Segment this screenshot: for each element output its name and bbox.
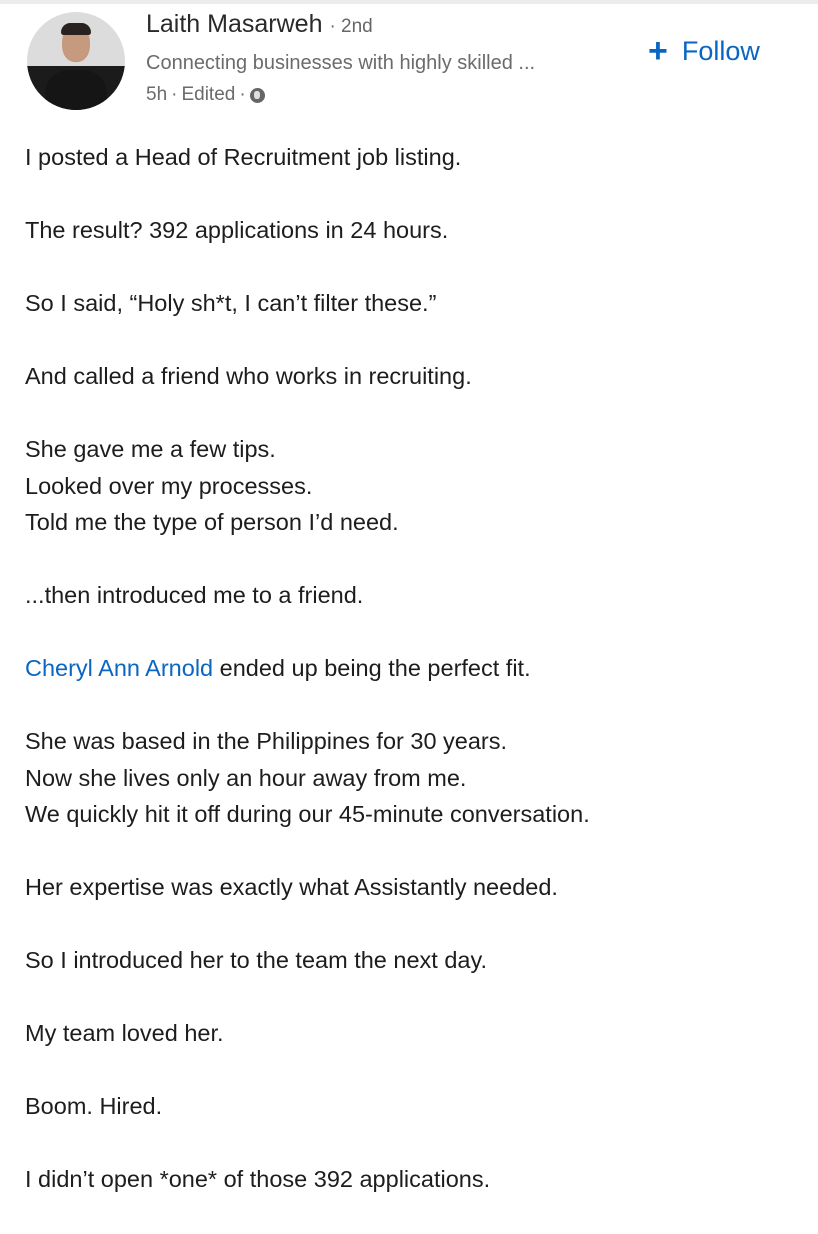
top-divider <box>0 0 818 4</box>
post-line: Told me the type of person I’d need. <box>25 509 399 535</box>
globe-icon <box>250 88 265 103</box>
author-name-row <box>146 10 373 39</box>
connection-degree: · 2nd <box>329 16 373 37</box>
post-line: She was based in the Philippines for 30 years. <box>25 728 508 754</box>
post-line: We quickly hit it off during our 45-minute conversation. <box>25 801 590 827</box>
post-paragraph: Boom. Hired. <box>25 1093 163 1119</box>
follow-label: Follow <box>681 35 760 66</box>
post-line: Looked over my processes. <box>25 472 313 499</box>
author-name[interactable]: Laith Masarweh <box>146 10 323 38</box>
author-headline: Connecting businesses with highly skilled ... <box>146 52 536 74</box>
post-paragraph <box>25 431 805 541</box>
meta-separator: · <box>239 84 246 105</box>
post-paragraph: So I introduced her to the team the next day. <box>25 947 488 973</box>
mention-link[interactable]: Cheryl Ann Arnold <box>25 655 214 681</box>
post-paragraph: My team loved her. <box>25 1020 224 1046</box>
post-line: Now she lives only an hour away from me. <box>25 764 467 791</box>
post-paragraph: I posted a Head of Recruitment job listing. <box>25 144 462 170</box>
post-paragraph <box>25 650 805 687</box>
post-meta <box>146 84 265 106</box>
meta-separator: · <box>171 84 178 105</box>
post-paragraph: And called a friend who works in recruiting. <box>25 363 472 389</box>
avatar-shirt <box>45 70 107 110</box>
post-text: ended up being the perfect fit. <box>213 655 531 681</box>
author-avatar[interactable] <box>27 12 125 110</box>
edited-label: Edited <box>181 84 236 105</box>
post-paragraph <box>25 723 805 833</box>
post-paragraph: I didn’t open *one* of those 392 applications. <box>25 1166 491 1192</box>
post-paragraph: The result? 392 applications in 24 hours. <box>25 217 449 243</box>
post-paragraph: So I said, “Holy sh*t, I can’t filter these.” <box>25 290 437 316</box>
plus-icon: + <box>648 32 668 70</box>
post-paragraph: ...then introduced me to a friend. <box>25 582 364 608</box>
post-line: She gave me a few tips. <box>25 436 276 462</box>
post-body <box>25 139 805 1234</box>
post-time: 5h <box>146 84 168 105</box>
avatar-hair <box>61 23 91 35</box>
post-paragraph: Her expertise was exactly what Assistantly needed. <box>25 874 558 900</box>
follow-button[interactable] <box>648 34 760 68</box>
